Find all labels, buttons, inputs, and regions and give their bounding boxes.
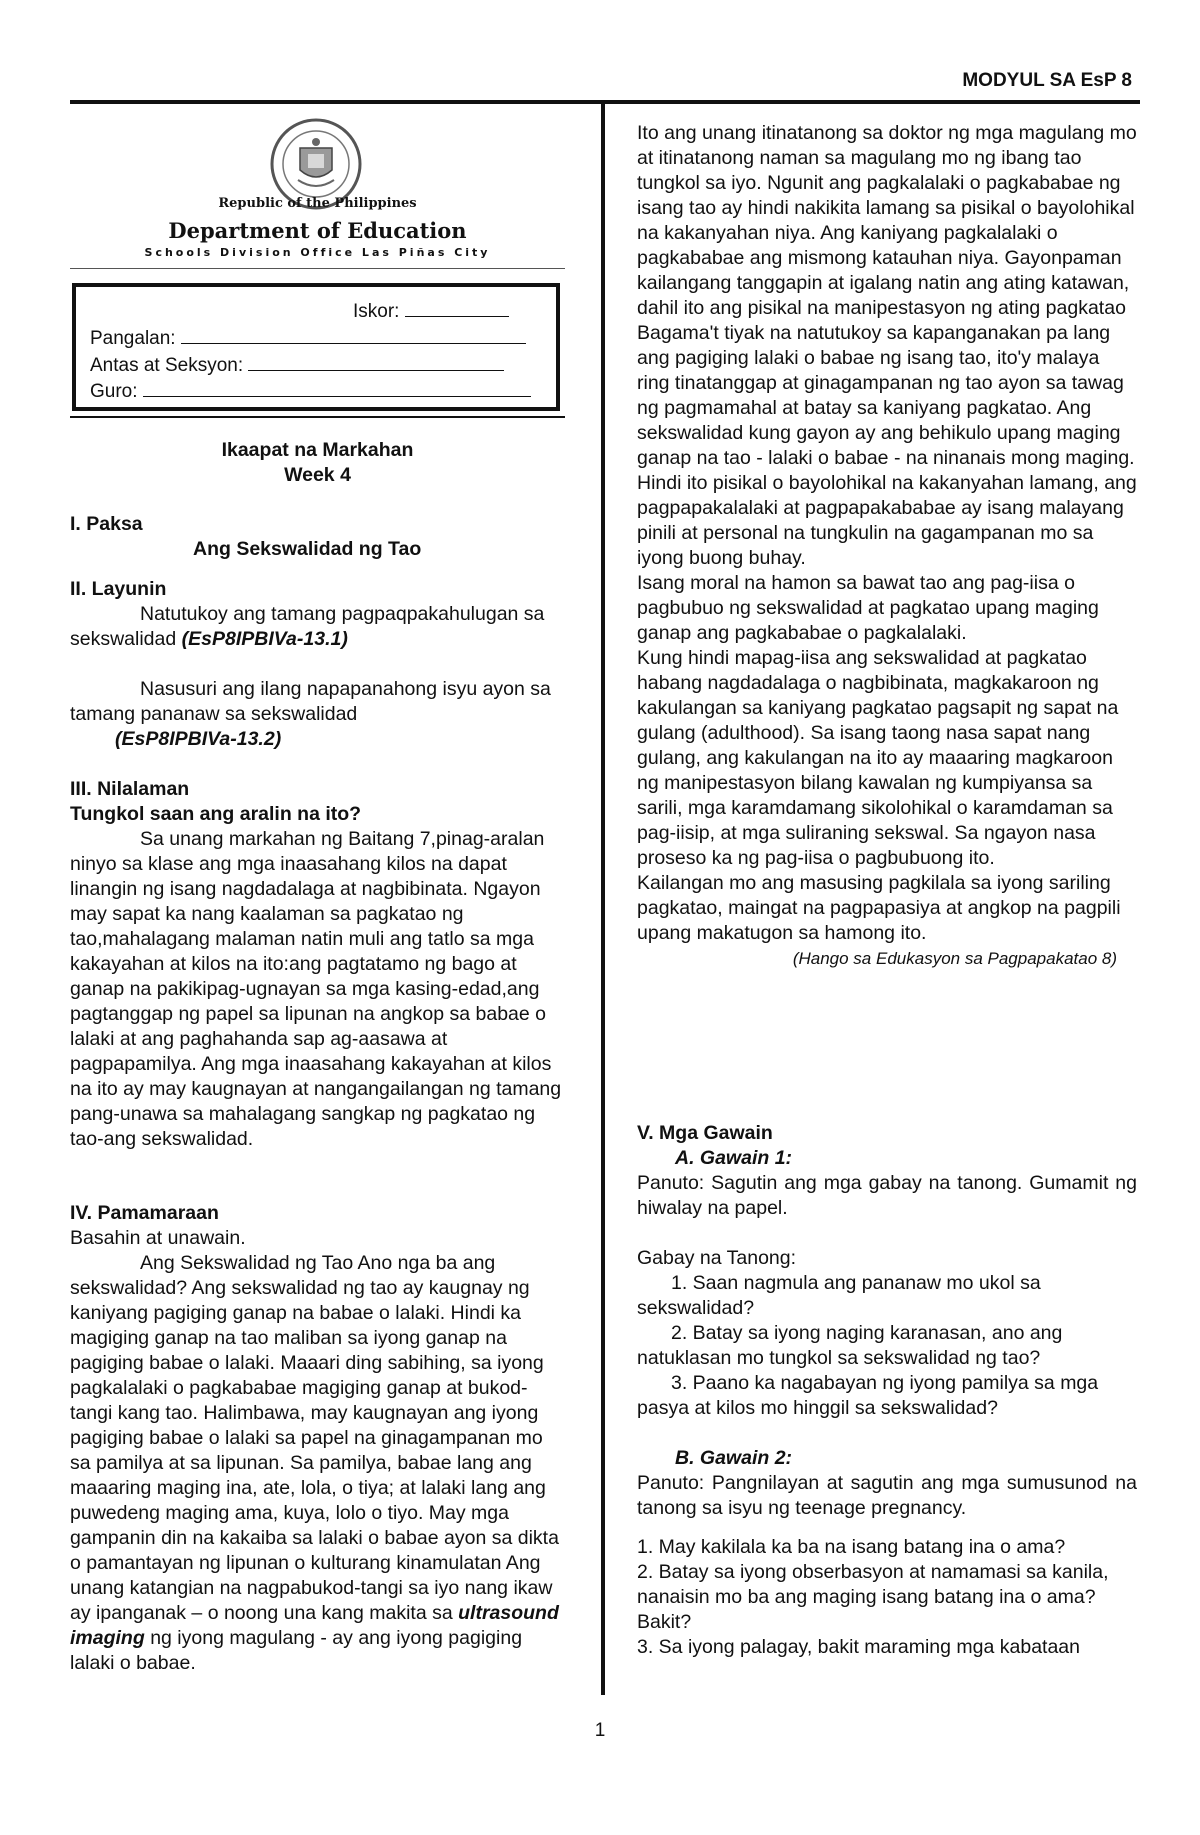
department-label: Department of Education [168,218,467,243]
nilalaman-label: III. Nilalaman [70,778,190,800]
paksa-label: I. Paksa [70,513,143,535]
week-heading: Week 4 [284,464,351,486]
pangalan-field[interactable] [90,325,526,350]
guro-label: Guro: [90,381,138,402]
ultrasound-emphasis: ultrasound imaging [70,1602,559,1649]
gawain-2-title: B. Gawain 2: [675,1447,793,1469]
gawain-2-panuto: Panuto: Pangnilayan at sagutin ang mga sumusunod na tanong sa isyu ng teenage pregnancy. [637,1472,1137,1519]
iskor-line[interactable] [405,298,509,317]
header-rule [70,100,1140,104]
column-divider [601,103,605,1695]
antas-label: Antas at Seksyon: [90,355,244,376]
layunin-section [70,577,565,752]
nilalaman-question: Tungkol saan ang aralin na ito? [70,803,362,825]
gawain-1-title: A. Gawain 1: [675,1147,793,1169]
module-title: MODYUL SA EsP 8 [962,70,1132,91]
nilalaman-body: Sa unang markahan ng Baitang 7,pinag-aralan ninyo sa klase ang mga inaasahang kilos na dapat linangin ng isang nagdadalaga at nagbibinata. Ngayon may sapat ka nang kaalaman sa pagkatao ng tao,mahalagang malaman natin muli ang tatlo sa mga kakayahan at kilos na ito:ang pagtatamo ng bago at ganap na pakikipag-ugnayan sa mga kasing-edad,ang pagtanggap ng papel sa lipunan na angkop sa babae o lalaki at ang paghahanda sap ag-aasawa at pagpapamilya. Ang mga inaasahang kakayahan at kilos na ito ay may kaugnayan at nangangailangan ng tamang pang-unawa sa mahalagang sangkap ng pagkatao ng tao-ang sekswalidad. [70,828,562,1150]
pangalan-line[interactable] [181,325,526,344]
box-rule [70,416,565,418]
pamamaraan-label: IV. Pamamaraan [70,1202,219,1224]
logo-rule [70,268,565,269]
gawain-1-question-1: 1. Saan nagmula ang pananaw mo ukol sa sekswalidad? [637,1272,1041,1319]
objective-1-text: Natutukoy ang tamang pagpaqpakahulugan sa sekswalidad [70,603,545,650]
guro-line[interactable] [143,378,531,397]
page-number: 1 [594,1720,606,1741]
pamamaraan-body [70,1251,565,1676]
iskor-field[interactable] [353,298,509,323]
pamamaraan-body-start: Ang Sekswalidad ng Tao Ano nga ba ang sekswalidad? Ang sekswalidad ng tao ay kaugnay ng kaniyang pagiging ganap na babae o lalaki. Hindi ka magiging ganap na tao maliban sa iyong ganap na pagiging babae o lalaki. Maaari ding sabihing, sa iyong pagkalalaki o pagkababae magiging ganap at bukod-tangi kang tao. Halimbawa, may kaugnayan ang iyong pagiging babae o lalaki sa papel na ginagampanan mo sa pamilya at sa lipunan. Sa pamilya, babae lang ang maaaring maging ina, ate, lola, o tiya; at lalaki lang ang puwedeng maging ama, kuya, lolo o tiyo. May mga gampanin din na kakaiba sa lalaki o babae ayon sa dikta o pamantayan ng lipunan o kulturang kinamulatan Ang unang katangian na nagpabukod-tangi sa iyo nang ikaw ay ipanganak – o noong una kang makita sa [70,1252,559,1624]
pamamaraan-instruction: Basahin at unawain. [70,1227,246,1249]
pamamaraan-body-end: ng iyong magulang - ay ang iyong pagiging lalaki o babae. [70,1627,523,1674]
gawain-label: V. Mga Gawain [637,1122,773,1144]
reading-paragraph-4: Kailangan mo ang masusing pagkilala sa iyong sariling pagkatao, maingat na pagpapasiya at angkop na pagpili upang makatugon sa hamong ito. [637,872,1121,944]
gawain-2-question-1: 1. May kakilala ka ba na isang batang ina o ama? [637,1536,1066,1558]
right-column-reading [637,121,1137,971]
objective-1 [70,602,565,652]
reading-source: (Hango sa Edukasyon sa Pagpapakatao 8) [792,949,1117,968]
reading-paragraph-3: Kung hindi mapag-iisa ang sekswalidad at pagkatao habang nagdadalaga o nagbibinata, magkakaroon ng kakulangan sa kaniyang pagkatao pagsapit ng sapat na gulang (adulthood). Sa isang taong nasa sapat nang gulang, ang kakulangan na ito ay maaaring magkaroon ng manipestasyon bilang kawalan ng kumpiyansa sa sarili, mga karamdamang sikolohikal o karamdaman sa pag-iisip, at mga suliraning sekswal. Sa ngayon nasa proseso ka ng pag-iisa o pagbubuong ito. [637,647,1119,869]
objective-1-code: (EsP8IPBIVa-13.1) [181,628,348,650]
nilalaman-section [70,777,565,1152]
gawain-1-panuto: Panuto: Sagutin ang mga gabay na tanong. Gumamit ng hiwalay na papel. [637,1172,1137,1219]
gawain-1-question-2: 2. Batay sa iyong naging karanasan, ano ang natuklasan mo tungkol sa sekswalidad ng tao? [637,1322,1063,1369]
guro-field[interactable] [90,378,531,403]
objective-2-text: Nasusuri ang ilang napapanahong isyu ayon sa tamang pananaw sa sekswalidad [70,678,551,725]
republic-label: Republic of the Philippines [218,196,417,211]
reading-paragraph-2: Isang moral na hamon sa bawat tao ang pag-iisa o pagbubuo ng sekswalidad at pagkatao upang maging ganap ang pagkababae o pagkalalaki. [637,572,1099,644]
gawain-1-question-3: 3. Paano ka nagabayan ng iyong pamilya sa mga pasya at kilos mo hinggil sa sekswalidad? [637,1372,1099,1419]
pamamaraan-section [70,1201,565,1676]
layunin-label: II. Layunin [70,578,167,600]
objective-2-code: (EsP8IPBIVa-13.2) [115,728,282,750]
gawain-section [637,1121,1137,1660]
antas-line[interactable] [248,352,504,371]
paksa-title: Ang Sekswalidad ng Tao [193,538,422,560]
pangalan-label: Pangalan: [90,328,176,349]
division-office-label: Schools Division Office Las Piñas City [144,246,491,259]
reading-paragraph-1: Ito ang unang itinatanong sa doktor ng mga magulang mo at itinatanong naman sa magulang mo ng ibang tao tungkol sa iyo. Ngunit ang pagkalalaki o pagkababae ng isang tao ay hindi nakikita lamang sa pisikal o bayolohikal na kakanyahan niya. Ang kaniyang pagkalalaki o pagkababae ang mismong katauhan niya. Gayonpaman kailangang tanggapin at igalang natin ang ating katawan, dahil ito ang pisikal na manipestasyon ng ating pagkatao Bagama't tiyak na natutukoy sa kapanganakan pa lang ang pagiging lalaki o babae ng isang tao, ito'y malaya ring tinatanggap at ginagampanan ng tao ayon sa tawag ng pagmamahal at batay sa kaniyang pagkatao. Ang sekswalidad kung gayon ay ang behikulo upang maging ganap na tao - lalaki o babae - na ninanais mong maging. Hindi ito pisikal o bayolohikal na kakanyahan lamang, ang pagpapakalalaki at pagpapakababae ay isang malayang pinili at personal na tungkulin na gagampanan mo sa iyong buong buhay. [637,122,1137,569]
gabay-label: Gabay na Tanong: [637,1247,797,1269]
objective-2 [70,677,565,727]
gawain-2-question-3: 3. Sa iyong palagay, bakit maraming mga kabataan [637,1636,1080,1658]
iskor-label: Iskor: [353,301,400,322]
antas-field[interactable] [90,352,504,377]
gawain-2-question-2: 2. Batay sa iyong obserbasyon at namamasi sa kanila, nanaisin mo ba ang maging isang batang ina o ama? Bakit? [637,1561,1109,1633]
quarter-heading: Ikaapat na Markahan [221,439,414,461]
